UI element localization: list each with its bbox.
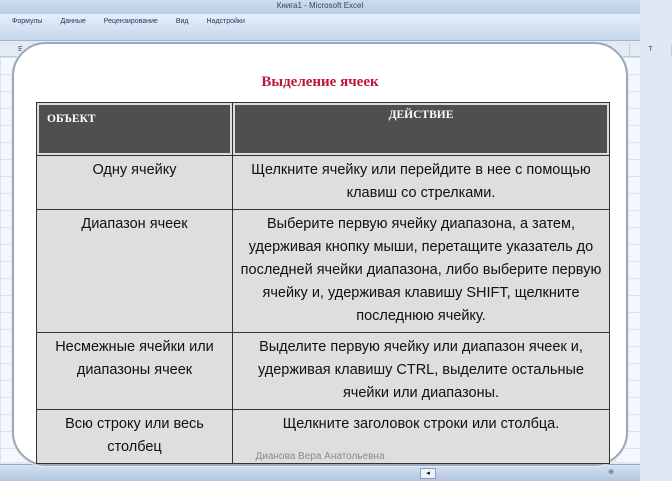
tab-addins[interactable]: Надстройки <box>206 18 245 25</box>
action-cell: Щелкните заголовок строки или столбца. <box>233 410 610 464</box>
ribbon <box>0 14 640 41</box>
selection-table <box>36 102 610 464</box>
window-titlebar <box>0 0 640 14</box>
table-row <box>37 333 610 410</box>
action-cell: Выберите первую ячейку диапазона, а затем, удерживая кнопку мыши, перетащите указатель до последней ячейки диапазона, либо выберите первую ячейку и, удерживая клавишу SHIFT, щелкните последнюю ячейку. <box>233 210 610 333</box>
slide-card <box>12 42 628 466</box>
action-cell: Щелкните ячейку или перейдите в нее с помощью клавиш со стрелками. <box>233 156 610 210</box>
author-footer: Дианова Вера Анатольевна <box>255 451 385 462</box>
column-header[interactable]: E <box>0 44 42 56</box>
status-bar <box>0 464 640 481</box>
sheet-nav-button[interactable]: ◂ <box>420 468 436 479</box>
tab-view[interactable]: Вид <box>175 18 189 25</box>
object-cell: Всю строку или весь столбец <box>37 410 233 464</box>
zoom-icon[interactable]: ⊕ <box>608 469 614 476</box>
action-cell: Выделите первую ячейку или диапазон ячеек и, удерживая клавишу CTRL, выделите остальные ячейки или диапазоны. <box>233 333 610 410</box>
column-header[interactable]: T <box>630 44 672 56</box>
ribbon-tabs <box>12 18 245 25</box>
header-action: ДЕЙСТВИЕ <box>233 103 610 156</box>
table-row <box>37 156 610 210</box>
tab-formulas[interactable]: Формулы <box>12 18 43 25</box>
object-cell: Одну ячейку <box>37 156 233 210</box>
slide-title: Выделение ячеек <box>261 74 379 90</box>
table-header-row <box>37 103 610 156</box>
tab-review[interactable]: Рецензирование <box>103 18 158 25</box>
window-title: Книга1 - Microsoft Excel <box>276 1 364 10</box>
object-cell: Несмежные ячейки или диапазоны ячеек <box>37 333 233 410</box>
header-object: ОБЪЕКТ <box>37 103 233 156</box>
tab-data[interactable]: Данные <box>60 18 86 25</box>
object-cell: Диапазон ячеек <box>37 210 233 333</box>
table-row <box>37 210 610 333</box>
